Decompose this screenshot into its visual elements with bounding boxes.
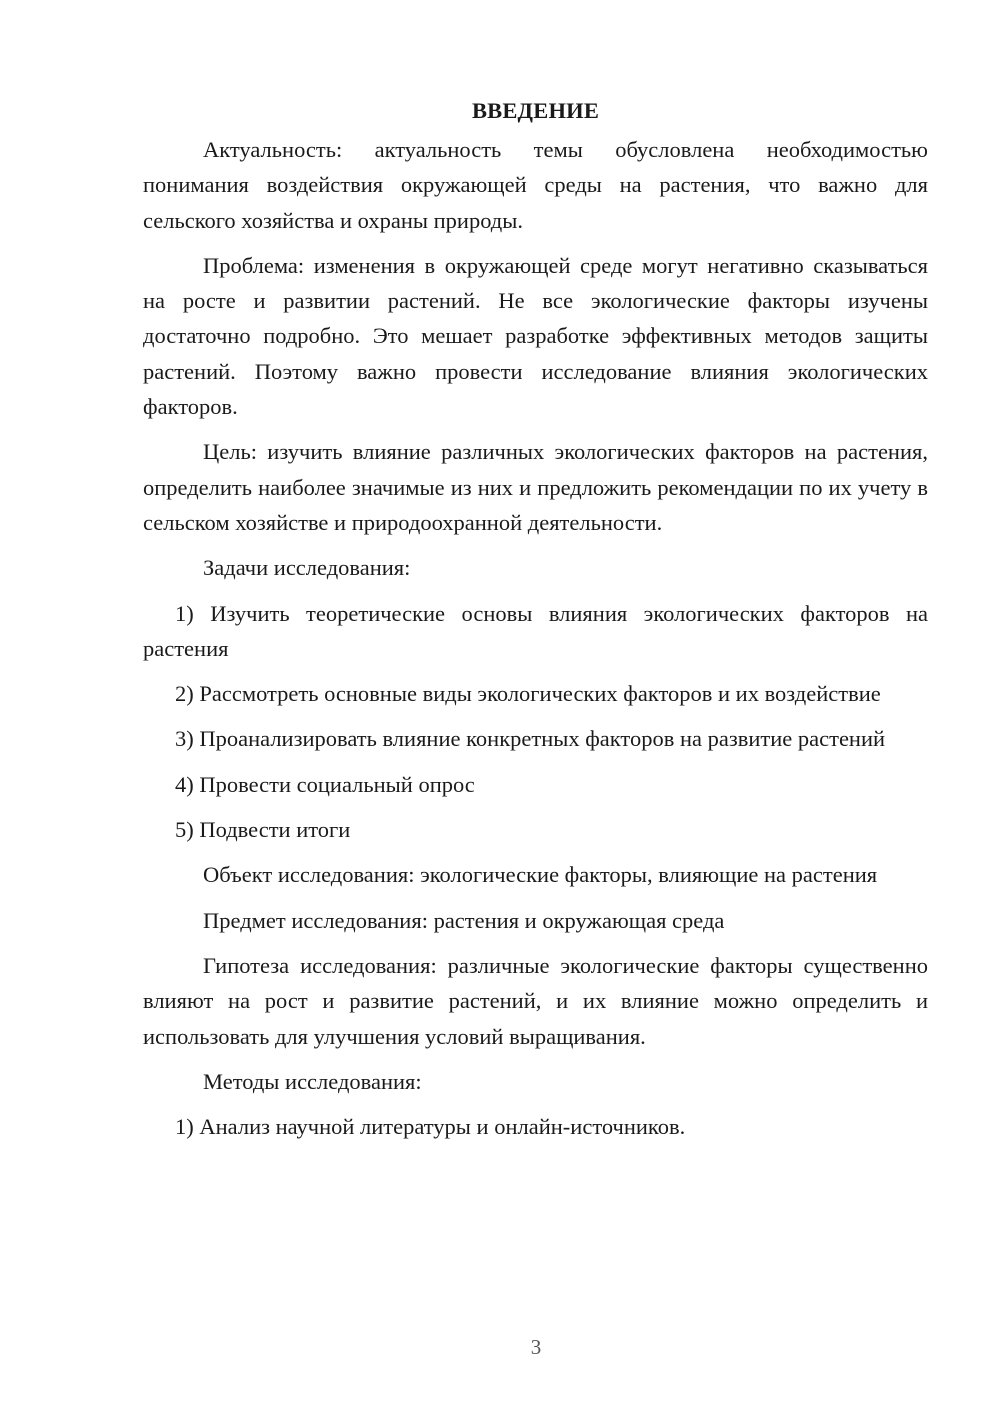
task-item: 4) Провести социальный опрос	[175, 771, 475, 797]
tasks-heading: Задачи исследования:	[203, 555, 411, 581]
problem-paragraph: Проблема: изменения в окружающей среде могут негативно сказываться на росте и развитии растений. Не все экологические факторы изучены достаточно подробно. Это мешает разработке эффективных методов защиты растений. Поэтому важно провести исследование влияния экологических факторов.	[143, 252, 928, 420]
page-number: 3	[530, 1335, 542, 1359]
research-hypothesis: Гипотеза исследования: различные экологические факторы существенно влияют на рост и развитие растений, и их влияние можно определить и использовать для улучшения условий выращивания.	[143, 952, 928, 1049]
page-content	[143, 93, 928, 1144]
page-title: ВВЕДЕНИЕ	[471, 98, 600, 123]
goal-paragraph: Цель: изучить влияние различных экологических факторов на растения, определить наиболее значимые из них и предложить рекомендации по их учету в сельском хозяйстве и природоохранной деятельности.	[143, 439, 928, 535]
task-item: 2) Рассмотреть основные виды экологических факторов и их воздействие	[175, 681, 881, 707]
research-object: Объект исследования: экологические факторы, влияющие на растения	[203, 862, 878, 888]
research-subject: Предмет исследования: растения и окружающая среда	[203, 907, 725, 933]
relevance-paragraph: Актуальность: актуальность темы обусловлена необходимостью понимания воздействия окружающей среды на растения, что важно для сельского хозяйства и охраны природы.	[143, 137, 928, 233]
methods-heading: Методы исследования:	[203, 1068, 422, 1094]
task-item: 1) Изучить теоретические основы влияния экологических факторов на растения	[143, 600, 928, 661]
task-item: 5) Подвести итоги	[175, 817, 351, 843]
method-item: 1) Анализ научной литературы и онлайн-источников.	[175, 1114, 686, 1140]
task-item: 3) Проанализировать влияние конкретных факторов на развитие растений	[175, 726, 886, 752]
